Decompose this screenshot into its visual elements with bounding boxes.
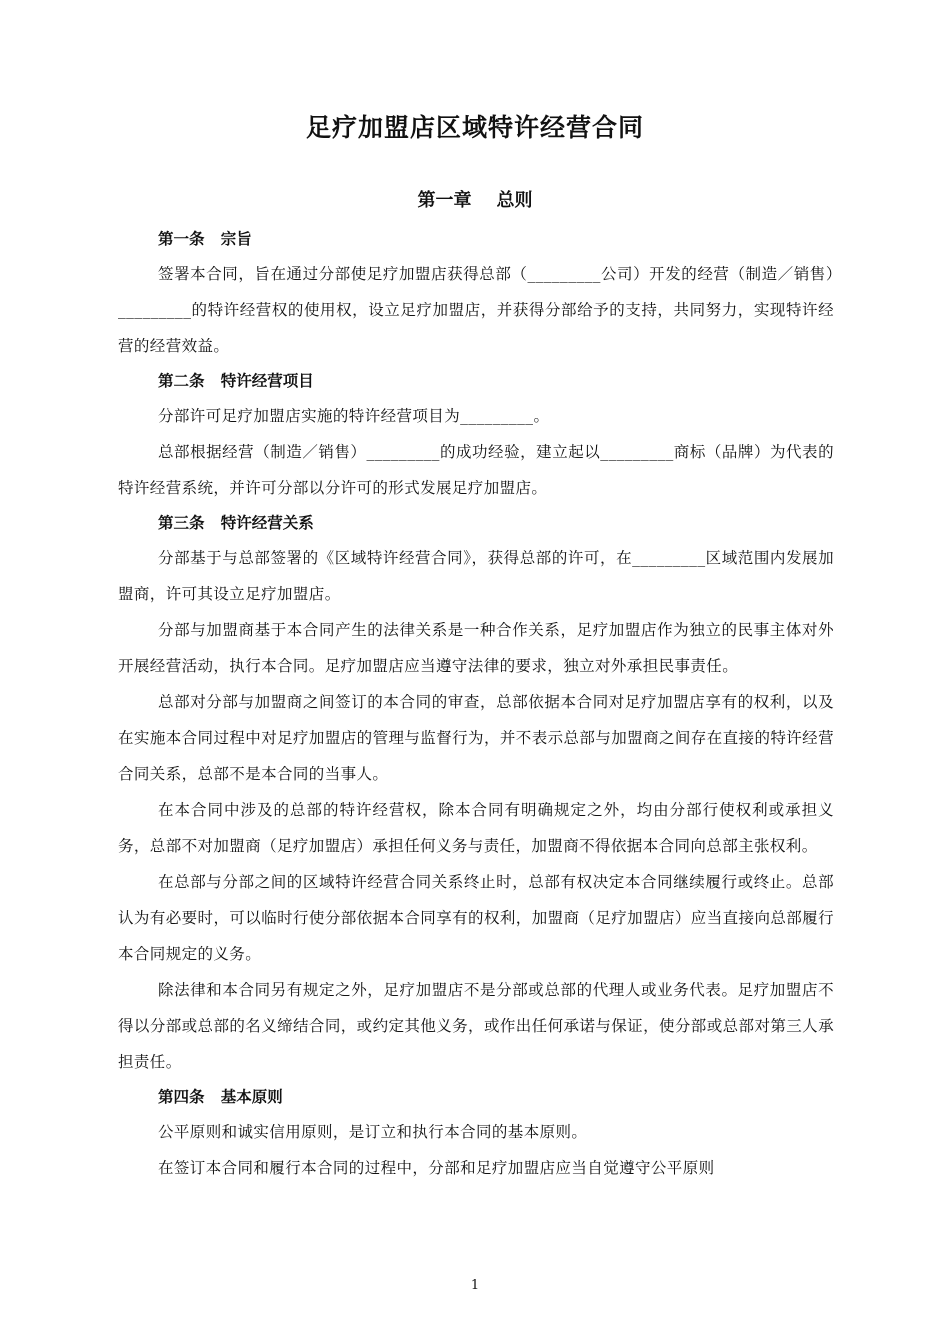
paragraph: 在签订本合同和履行本合同的过程中，分部和足疗加盟店应当自觉遵守公平原则 [158, 1159, 715, 1177]
paragraph: 除法律和本合同另有规定之外，足疗加盟店不是分部或总部的代理人或业务代表。足疗加盟店不得以分部或总部的名义缔结合同，或约定其他义务，或作出任何承诺与保证，使分部或总部对第三人承担责任。 [118, 981, 834, 1071]
paragraph: 签署本合同，旨在通过分部使足疗加盟店获得总部（_________公司）开发的经营（制造／销售）_________的特许经营权的使用权，设立足疗加盟店，并获得分部给予的支持，共同努力，实现特许经营的经营效益。 [118, 265, 834, 355]
chapter-number: 第一章 [417, 190, 472, 211]
article-name: 特许经营项目 [220, 372, 314, 390]
article-heading [118, 1080, 834, 1114]
article-name: 基本原则 [220, 1088, 283, 1106]
paragraph: 分部与加盟商基于本合同产生的法律关系是一种合作关系，足疗加盟店作为独立的民事主体对外开展经营活动，执行本合同。足疗加盟店应当遵守法律的要求，独立对外承担民事责任。 [118, 621, 834, 675]
article-heading [118, 222, 834, 256]
paragraph: 总部对分部与加盟商之间签订的本合同的审查，总部依据本合同对足疗加盟店享有的权利，以及在实施本合同过程中对足疗加盟店的管理与监督行为，并不表示总部与加盟商之间存在直接的特许经营合同关系，总部不是本合同的当事人。 [118, 693, 834, 783]
paragraph: 总部根据经营（制造／销售）_________的成功经验，建立起以_________商标（品牌）为代表的特许经营系统，并许可分部以分许可的形式发展足疗加盟店。 [118, 443, 834, 497]
article-number: 第四条 [158, 1088, 205, 1106]
article-heading [118, 364, 834, 398]
article-number: 第一条 [158, 230, 205, 248]
chapter-heading [0, 186, 950, 212]
document-body [118, 222, 834, 1186]
paragraph: 在总部与分部之间的区域特许经营合同关系终止时，总部有权决定本合同继续履行或终止。总部认为有必要时，可以临时行使分部依据本合同享有的权利，加盟商（足疗加盟店）应当直接向总部履行本合同规定的义务。 [118, 873, 834, 963]
paragraph: 分部许可足疗加盟店实施的特许经营项目为_________。 [158, 407, 550, 425]
document-title: 足疗加盟店区域特许经营合同 [305, 113, 644, 142]
chapter-name: 总则 [496, 190, 533, 211]
article-heading [118, 506, 834, 540]
article-name: 宗旨 [220, 230, 252, 248]
paragraph: 在本合同中涉及的总部的特许经营权，除本合同有明确规定之外，均由分部行使权利或承担义务，总部不对加盟商（足疗加盟店）承担任何义务与责任，加盟商不得依据本合同向总部主张权利。 [118, 801, 834, 855]
article-number: 第三条 [158, 514, 205, 532]
article-name: 特许经营关系 [220, 514, 314, 532]
article-number: 第二条 [158, 372, 205, 390]
paragraph: 分部基于与总部签署的《区域特许经营合同》，获得总部的许可，在_________区域范围内发展加盟商，许可其设立足疗加盟店。 [118, 549, 834, 603]
paragraph: 公平原则和诚实信用原则，是订立和执行本合同的基本原则。 [158, 1123, 588, 1141]
page-number: 1 [470, 1278, 480, 1293]
